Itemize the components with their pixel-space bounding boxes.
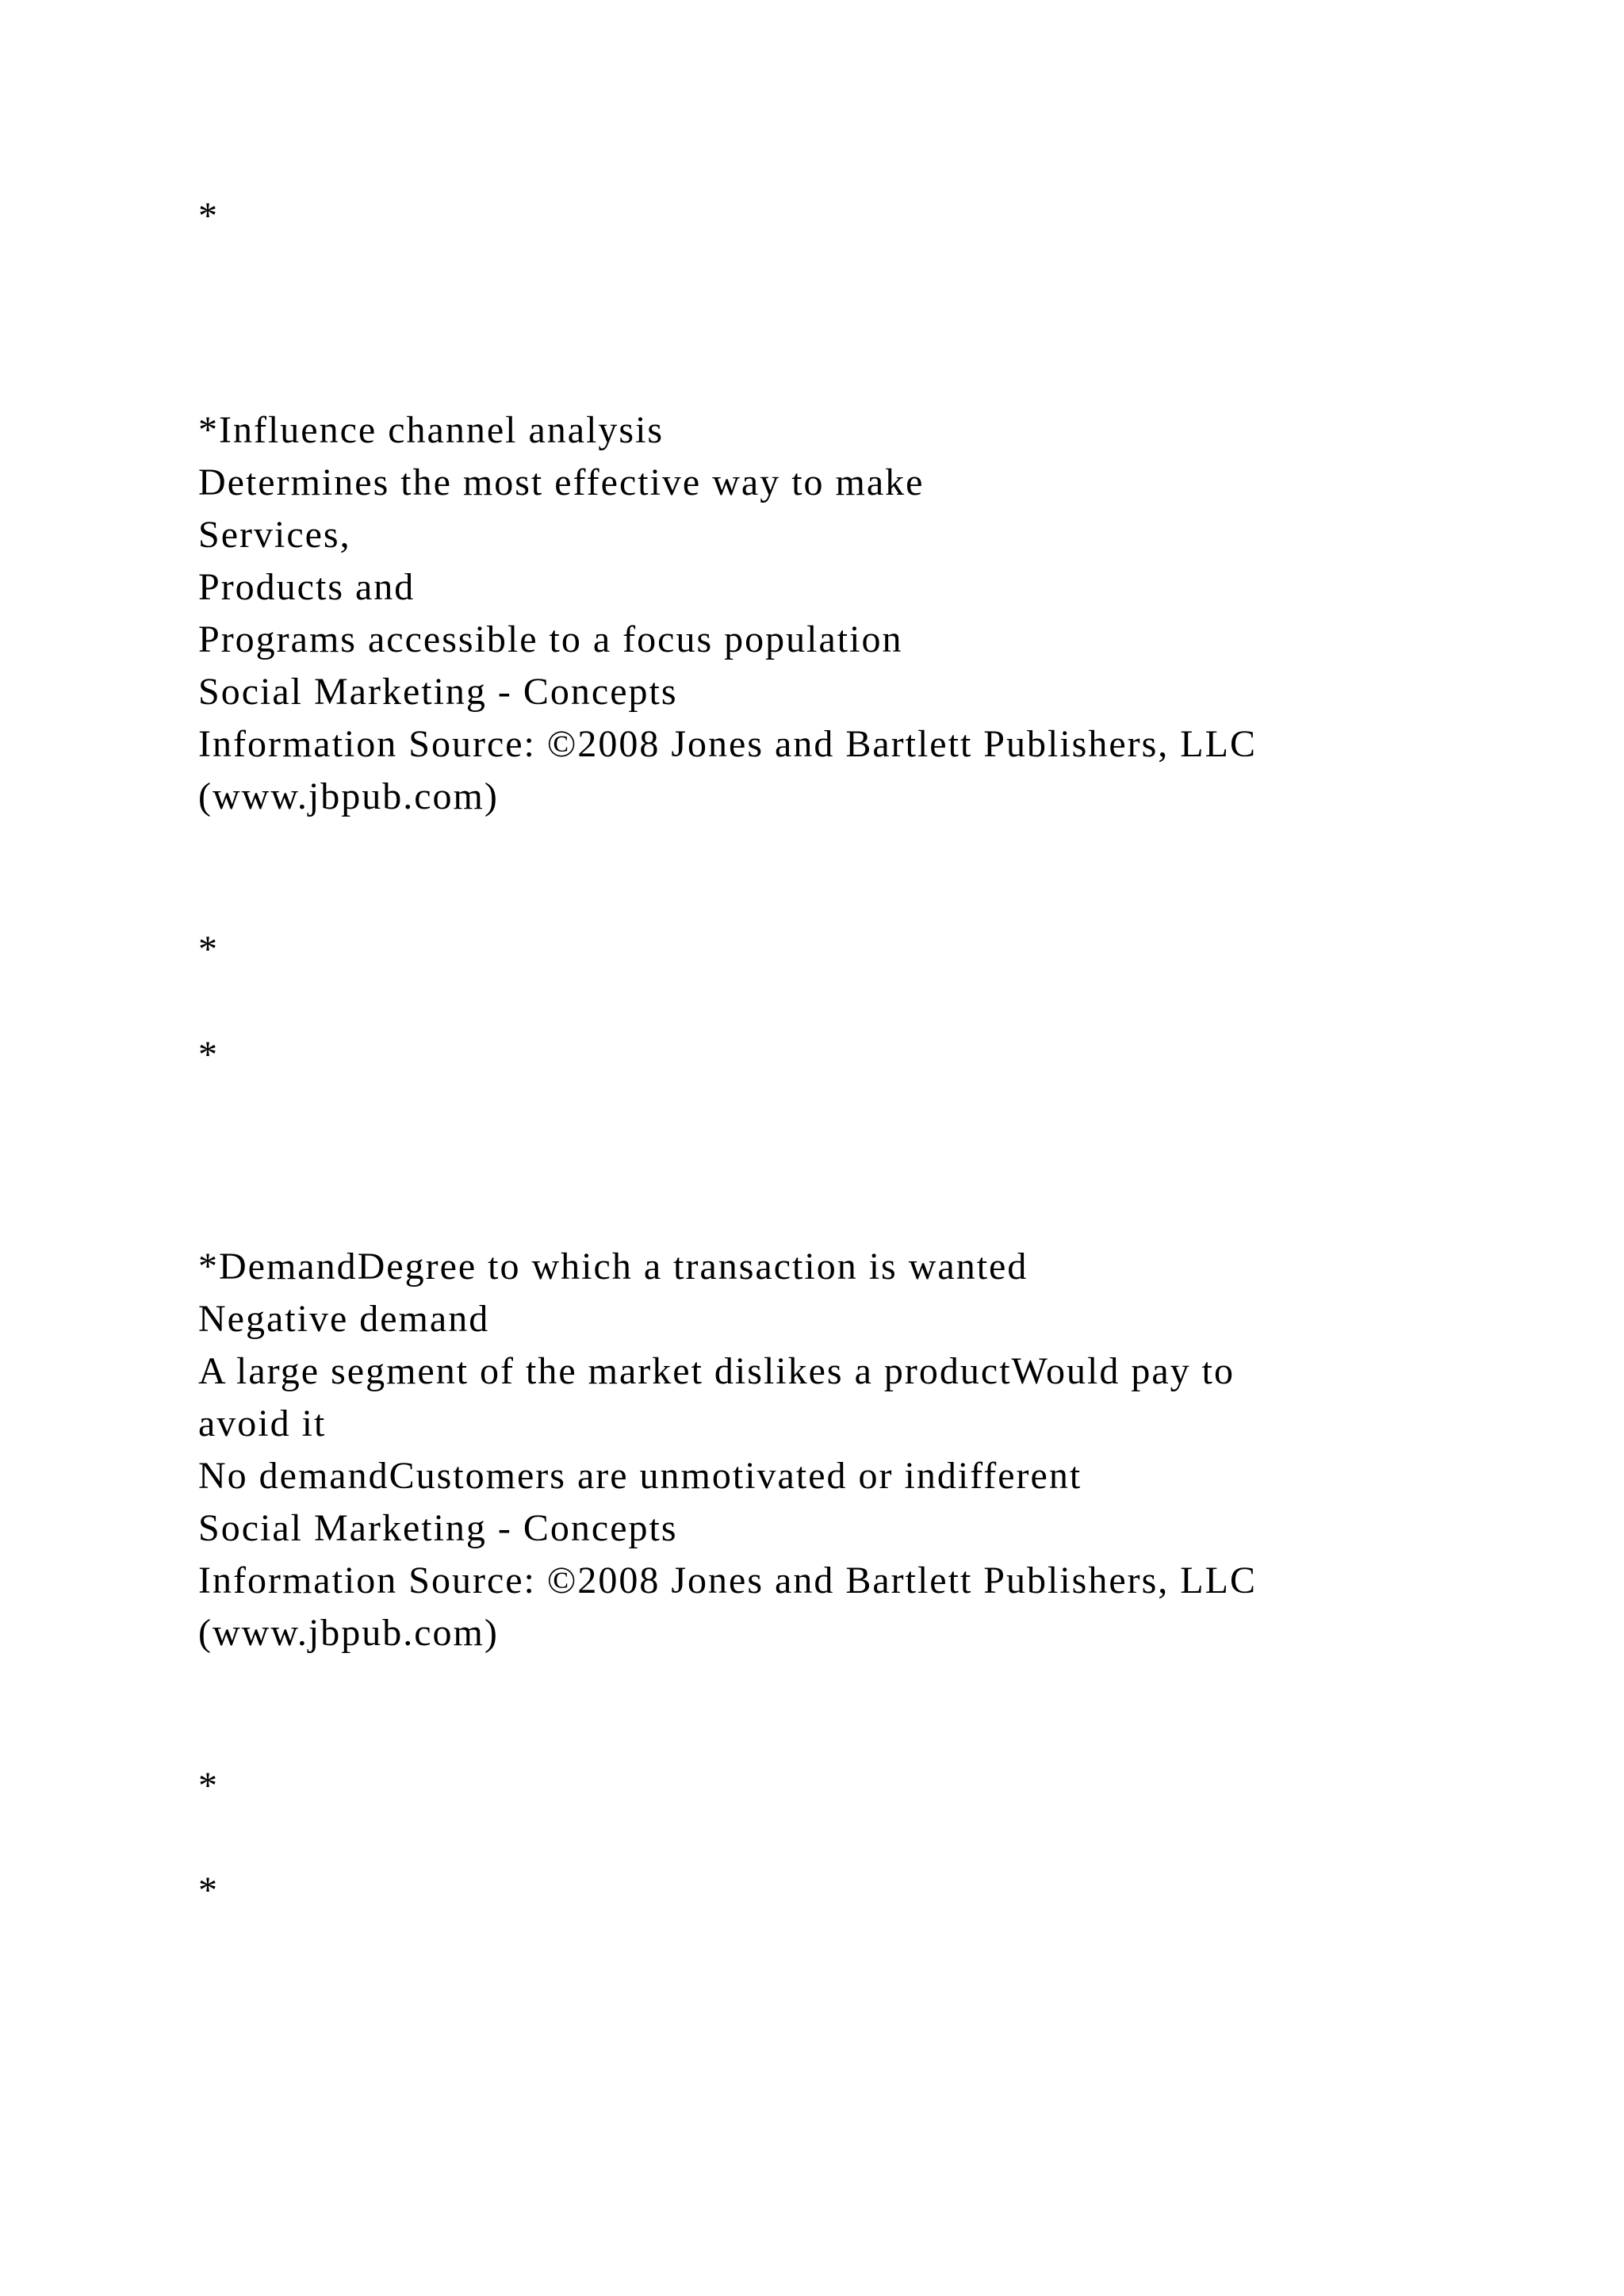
- body-text: No demandCustomers are unmotivated or indifferent: [198, 1455, 1082, 1497]
- section-heading: *DemandDegree to which a transaction is wanted: [198, 1246, 1028, 1288]
- body-text: Negative demand: [198, 1298, 490, 1340]
- bullet-marker: *: [198, 1765, 219, 1807]
- slide-title: Social Marketing - Concepts: [198, 671, 678, 713]
- source-citation: Information Source: ©2008 Jones and Bartlett Publishers, LLC: [198, 1559, 1257, 1601]
- source-url: (www.jbpub.com): [198, 1612, 499, 1654]
- body-text: avoid it: [198, 1402, 327, 1445]
- bullet-marker: *: [198, 195, 219, 237]
- body-text: Determines the most effective way to make: [198, 461, 925, 503]
- body-text: A large segment of the market dislikes a productWould pay to: [198, 1350, 1235, 1392]
- section-heading: *Influence channel analysis: [198, 409, 665, 451]
- slide-title: Social Marketing - Concepts: [198, 1507, 678, 1549]
- bullet-marker: *: [198, 1869, 219, 1911]
- body-text: Programs accessible to a focus population: [198, 618, 903, 660]
- body-text: Products and: [198, 566, 416, 608]
- bullet-marker: *: [198, 928, 219, 970]
- source-url: (www.jbpub.com): [198, 775, 499, 817]
- bullet-marker: *: [198, 1034, 219, 1076]
- body-text: Services,: [198, 514, 351, 556]
- source-citation: Information Source: ©2008 Jones and Bartlett Publishers, LLC: [198, 723, 1257, 765]
